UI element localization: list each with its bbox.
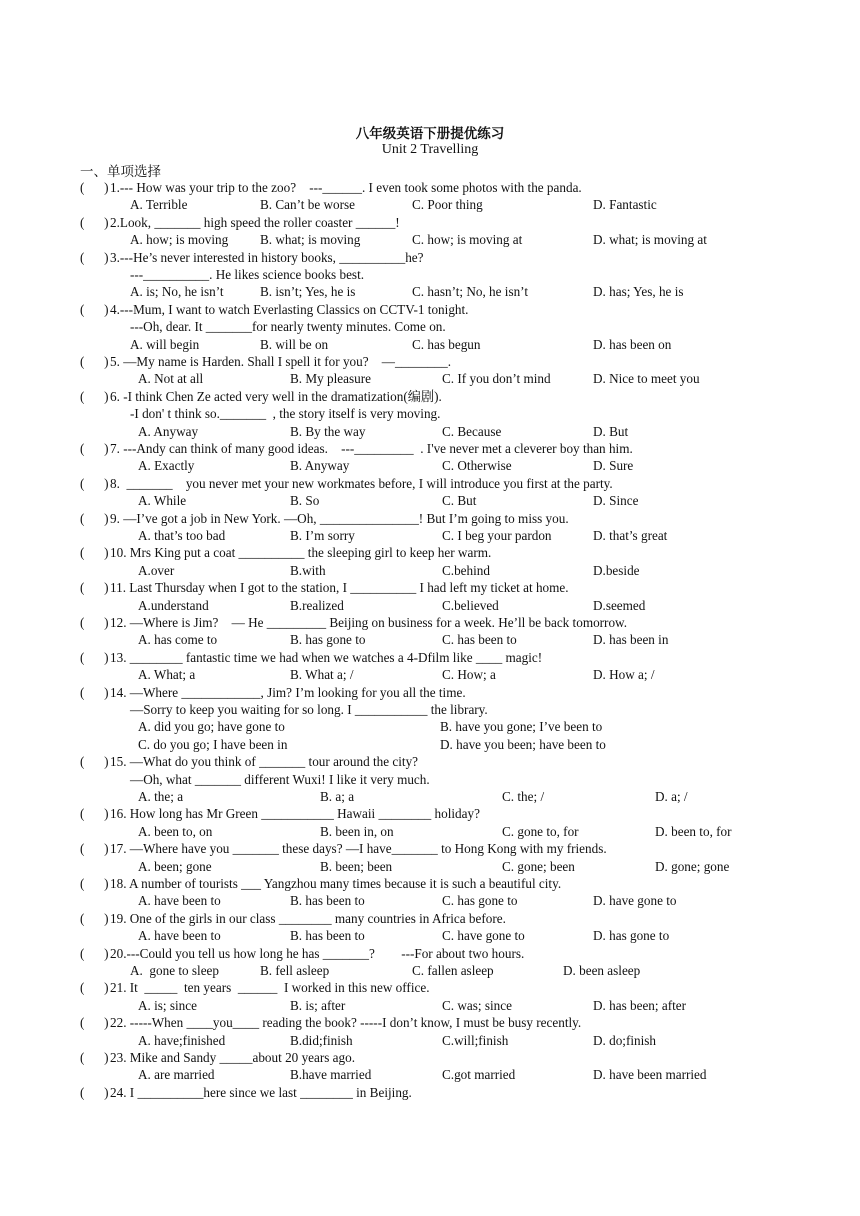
answer-option[interactable]: D. what; is moving at bbox=[593, 232, 707, 248]
question-stem: 3.---He’s never interested in history books, __________he? bbox=[110, 249, 424, 265]
answer-blank[interactable]: ( ) bbox=[80, 301, 109, 317]
answer-blank[interactable]: ( ) bbox=[80, 684, 109, 700]
answer-option[interactable]: B. been in, on bbox=[320, 823, 394, 839]
answer-option[interactable]: B. a; a bbox=[320, 789, 355, 804]
answer-option[interactable]: B. what; is moving bbox=[260, 232, 361, 248]
question-stem: 19. One of the girls in our class ________ many countries in Africa before. bbox=[110, 910, 506, 926]
answer-option[interactable]: C. have gone to bbox=[442, 928, 525, 944]
answer-option[interactable]: C.got married bbox=[442, 1067, 516, 1083]
answer-option[interactable]: D. been asleep bbox=[563, 963, 641, 978]
answer-blank[interactable]: ( ) bbox=[80, 806, 109, 822]
question-stem: 8. _______ you never met your new workmates before, I will introduce you first at the party. bbox=[110, 475, 613, 491]
answer-blank[interactable]: ( ) bbox=[80, 980, 109, 996]
answer-option[interactable]: A. are married bbox=[138, 1067, 215, 1083]
answer-option[interactable]: B. So bbox=[290, 493, 320, 509]
answer-option[interactable]: C. was; since bbox=[442, 997, 512, 1013]
answer-option[interactable]: B. have you gone; I’ve been to bbox=[440, 719, 603, 735]
answer-option[interactable]: D. But bbox=[593, 423, 629, 439]
answer-option[interactable]: C. do you go; I have been in bbox=[138, 736, 288, 752]
question-stem: 13. ________ fantastic time we had when we watches a 4-Dfilm like ____ magic! bbox=[110, 649, 543, 665]
question-stem: 22. -----When ____you____ reading the book? -----I don’t know, I must be busy recently. bbox=[110, 1015, 582, 1031]
answer-option[interactable]: B. Anyway bbox=[290, 458, 350, 474]
question-stem: 23. Mike and Sandy _____about 20 years ago. bbox=[110, 1050, 356, 1065]
section-heading: 一、单项选择 bbox=[80, 164, 161, 179]
answer-blank[interactable]: ( ) bbox=[80, 1050, 109, 1065]
question-stem: 12. —Where is Jim? — He _________ Beijing on business for a week. He’ll be back tomorrow. bbox=[110, 615, 628, 630]
answer-option[interactable]: B. has gone to bbox=[290, 632, 366, 648]
answer-option[interactable]: A. is; since bbox=[138, 997, 197, 1013]
answer-blank[interactable]: ( ) bbox=[80, 615, 109, 630]
answer-option[interactable]: B. has been to bbox=[290, 893, 365, 909]
answer-option[interactable]: A. the; a bbox=[138, 789, 184, 804]
answer-option[interactable]: A. did you go; have gone to bbox=[138, 719, 285, 735]
answer-option[interactable]: D. a; / bbox=[655, 789, 688, 804]
answer-option[interactable]: D. has been on bbox=[593, 336, 672, 352]
question-stem: 2.Look, _______ high speed the roller coaster ______! bbox=[110, 214, 400, 230]
answer-option[interactable]: A. Exactly bbox=[138, 458, 195, 474]
question-stem: 20.---Could you tell us how long he has _______? ---For about two hours. bbox=[110, 945, 525, 961]
answer-option[interactable]: A. been to, on bbox=[138, 823, 213, 839]
question-continuation: ---__________. He likes science books best. bbox=[130, 267, 365, 282]
answer-option[interactable]: A. have been to bbox=[138, 893, 221, 909]
answer-blank[interactable]: ( ) bbox=[80, 388, 109, 404]
answer-option[interactable]: C.will;finish bbox=[442, 1032, 509, 1048]
answer-option[interactable]: D. Nice to meet you bbox=[593, 371, 700, 387]
answer-blank[interactable]: ( ) bbox=[80, 475, 109, 491]
answer-option[interactable]: A. have been to bbox=[138, 928, 221, 944]
question-stem: 21. It _____ ten years ______ I worked in this new office. bbox=[110, 980, 430, 996]
answer-option[interactable]: B. been; been bbox=[320, 858, 393, 874]
question-stem: 10. Mrs King put a coat __________ the sleeping girl to keep her warm. bbox=[110, 545, 492, 561]
answer-option[interactable]: C. fallen asleep bbox=[412, 963, 494, 978]
answer-option[interactable]: B.with bbox=[290, 562, 326, 578]
answer-option[interactable]: C. hasn’t; No, he isn’t bbox=[412, 284, 529, 300]
answer-option[interactable]: D. has gone to bbox=[593, 928, 670, 944]
answer-option[interactable]: C. Because bbox=[442, 423, 502, 439]
answer-option[interactable]: B. By the way bbox=[290, 423, 366, 439]
answer-blank[interactable]: ( ) bbox=[80, 754, 109, 770]
answer-option[interactable]: B. My pleasure bbox=[290, 371, 371, 387]
answer-option[interactable]: C. the; / bbox=[502, 789, 545, 804]
answer-option[interactable]: B. isn’t; Yes, he is bbox=[260, 284, 356, 300]
answer-option[interactable]: D. has been; after bbox=[593, 997, 687, 1013]
answer-option[interactable]: D.seemed bbox=[593, 597, 646, 613]
answer-blank[interactable]: ( ) bbox=[80, 441, 109, 456]
question-stem: 14. —Where ____________, Jim? I’m looking for you all the time. bbox=[110, 684, 466, 700]
answer-option[interactable]: D. Fantastic bbox=[593, 197, 657, 213]
answer-option[interactable]: C. But bbox=[442, 493, 477, 509]
answer-option[interactable]: A. While bbox=[138, 493, 187, 509]
answer-option[interactable]: C. has been to bbox=[442, 632, 517, 648]
answer-blank[interactable]: ( ) bbox=[80, 649, 109, 665]
answer-blank[interactable]: ( ) bbox=[80, 545, 109, 561]
answer-option[interactable]: D. Sure bbox=[593, 458, 634, 474]
question-stem: 15. —What do you think of _______ tour around the city? bbox=[110, 754, 419, 770]
answer-option[interactable]: B. What a; / bbox=[290, 667, 354, 683]
answer-option[interactable]: B. fell asleep bbox=[260, 963, 330, 978]
answer-blank[interactable]: ( ) bbox=[80, 249, 109, 265]
answer-option[interactable]: A. been; gone bbox=[138, 858, 212, 874]
answer-blank[interactable]: ( ) bbox=[80, 841, 109, 857]
answer-option[interactable]: C.believed bbox=[442, 597, 499, 613]
answer-option[interactable]: C. has begun bbox=[412, 336, 481, 352]
question-stem: 17. —Where have you _______ these days? —I have_______ to Hong Kong with my friends. bbox=[110, 841, 607, 857]
question-stem: 6. -I think Chen Ze acted very well in the dramatization(编剧). bbox=[110, 388, 442, 404]
question-stem: 7. ---Andy can think of many good ideas. ---_________ . I've never met a cleverer boy than him. bbox=[110, 441, 633, 456]
question-continuation: —Oh, what _______ different Wuxi! I like it very much. bbox=[130, 771, 430, 787]
answer-option[interactable]: D. have you been; have been to bbox=[440, 736, 606, 752]
question-continuation: ---Oh, dear. It _______for nearly twenty minutes. Come on. bbox=[130, 319, 446, 335]
answer-option[interactable]: C. gone to, for bbox=[502, 823, 579, 839]
question-stem: 18. A number of tourists ___ Yangzhou many times because it is such a beautiful city. bbox=[110, 876, 562, 891]
answer-option[interactable]: A. gone to sleep bbox=[130, 963, 219, 978]
answer-option[interactable]: B. is; after bbox=[290, 997, 346, 1013]
question-stem: 4.---Mum, I want to watch Everlasting Classics on CCTV-1 tonight. bbox=[110, 301, 469, 317]
question-stem: 1.--- How was your trip to the zoo? ---______. I even took some photos with the panda. bbox=[110, 180, 582, 195]
question-continuation: —Sorry to keep you waiting for so long. I ___________ the library. bbox=[130, 702, 488, 717]
answer-option[interactable]: A. have;finished bbox=[138, 1032, 226, 1048]
answer-option[interactable]: C. Poor thing bbox=[412, 197, 483, 213]
question-stem: 9. —I’ve got a job in New York. —Oh, _______________! But I’m going to miss you. bbox=[110, 510, 569, 526]
question-stem: 16. How long has Mr Green ___________ Hawaii ________ holiday? bbox=[110, 806, 480, 822]
answer-option[interactable]: A.over bbox=[138, 562, 175, 578]
answer-blank[interactable]: ( ) bbox=[80, 1015, 109, 1031]
answer-option[interactable]: C. has gone to bbox=[442, 893, 518, 909]
answer-option[interactable]: C.behind bbox=[442, 562, 490, 578]
answer-option[interactable]: D. has; Yes, he is bbox=[593, 284, 684, 300]
answer-option[interactable]: A. Anyway bbox=[138, 423, 199, 439]
question-continuation: -I don' t think so._______ , the story itself is very moving. bbox=[130, 406, 441, 422]
answer-option[interactable]: D. has been in bbox=[593, 632, 669, 648]
answer-option[interactable]: C. I beg your pardon bbox=[442, 528, 552, 543]
answer-option[interactable]: B. Can’t be worse bbox=[260, 197, 355, 213]
answer-option[interactable]: A. is; No, he isn’t bbox=[130, 284, 224, 300]
answer-option[interactable]: D. have been married bbox=[593, 1067, 707, 1083]
answer-option[interactable]: C. Otherwise bbox=[442, 458, 512, 474]
answer-option[interactable]: B. I’m sorry bbox=[290, 528, 355, 543]
answer-option[interactable]: C. How; a bbox=[442, 667, 496, 683]
answer-option[interactable]: C. gone; been bbox=[502, 858, 575, 874]
question-stem: 11. Last Thursday when I got to the station, I __________ I had left my ticket at home. bbox=[110, 580, 569, 596]
answer-option[interactable]: D. How a; / bbox=[593, 667, 655, 683]
answer-option[interactable]: B.realized bbox=[290, 597, 344, 613]
question-stem: 24. I __________here since we last ________ in Beijing. bbox=[110, 1084, 412, 1100]
answer-blank[interactable]: ( ) bbox=[80, 1084, 109, 1100]
answer-option[interactable]: A.understand bbox=[138, 597, 209, 613]
answer-option[interactable]: B. has been to bbox=[290, 928, 365, 944]
answer-blank[interactable]: ( ) bbox=[80, 180, 109, 195]
answer-option[interactable]: D.beside bbox=[593, 562, 640, 578]
answer-blank[interactable]: ( ) bbox=[80, 876, 109, 891]
answer-option[interactable]: D. been to, for bbox=[655, 823, 732, 839]
answer-option[interactable]: B.did;finish bbox=[290, 1032, 353, 1048]
answer-option[interactable]: D. do;finish bbox=[593, 1032, 657, 1048]
answer-option[interactable]: A. how; is moving bbox=[130, 232, 229, 248]
answer-blank[interactable]: ( ) bbox=[80, 580, 109, 596]
answer-option[interactable]: A. has come to bbox=[138, 632, 218, 648]
answer-blank[interactable]: ( ) bbox=[80, 945, 109, 961]
answer-option[interactable]: A. will begin bbox=[130, 336, 200, 352]
answer-option[interactable]: A. Not at all bbox=[138, 371, 204, 387]
answer-option[interactable]: B. will be on bbox=[260, 336, 329, 352]
answer-blank[interactable]: ( ) bbox=[80, 214, 109, 230]
answer-option[interactable]: A. What; a bbox=[138, 667, 196, 683]
answer-option[interactable]: B.have married bbox=[290, 1067, 372, 1083]
page-subtitle: Unit 2 Travelling bbox=[381, 142, 479, 157]
answer-option[interactable]: D. gone; gone bbox=[655, 858, 730, 874]
answer-blank[interactable]: ( ) bbox=[80, 510, 109, 526]
answer-option[interactable]: D. have gone to bbox=[593, 893, 677, 909]
page-title: 八年级英语下册提优练习 bbox=[355, 126, 505, 141]
answer-option[interactable]: C. how; is moving at bbox=[412, 232, 523, 248]
answer-blank[interactable]: ( ) bbox=[80, 354, 109, 369]
question-stem: 5. —My name is Harden. Shall I spell it for you? —________. bbox=[110, 354, 451, 369]
answer-option[interactable]: A. that’s too bad bbox=[138, 528, 226, 543]
answer-option[interactable]: C. If you don’t mind bbox=[442, 371, 551, 387]
answer-option[interactable]: D. Since bbox=[593, 493, 639, 509]
answer-blank[interactable]: ( ) bbox=[80, 910, 109, 926]
answer-option[interactable]: A. Terrible bbox=[130, 197, 188, 213]
answer-option[interactable]: D. that’s great bbox=[593, 528, 668, 543]
